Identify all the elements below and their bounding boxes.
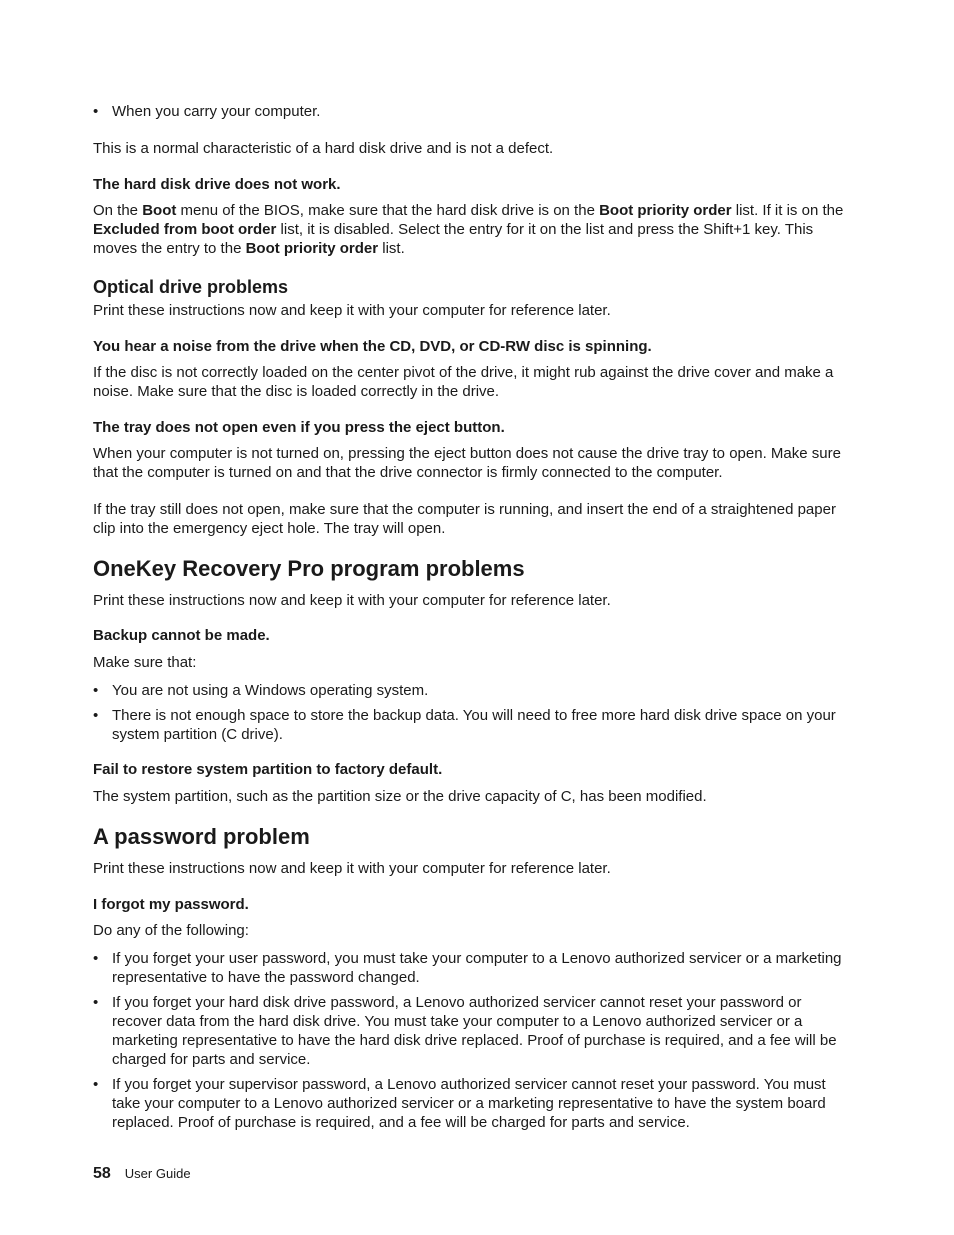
- bold-term: Boot priority order: [245, 240, 379, 257]
- password-list: [93, 949, 853, 1132]
- page-number: 58: [93, 1165, 111, 1182]
- normal-characteristic-text: This is a normal characteristic of a hard disk drive and is not a defect.: [93, 140, 554, 157]
- page-footer: [93, 1165, 191, 1183]
- text-run: list. If it is on the: [731, 202, 844, 219]
- list-item: • If you forget your user password, you must take your computer to a Lenovo authorized servicer or a marketing representative to have the password changed.: [93, 949, 853, 987]
- footer-title: User Guide: [124, 1166, 191, 1181]
- onekey-question-backup: Backup cannot be made.: [93, 627, 270, 644]
- bold-term: Boot priority order: [599, 202, 732, 219]
- onekey-heading: OneKey Recovery Pro program problems: [93, 556, 525, 581]
- hdd-answer: [93, 201, 853, 258]
- text-run: menu of the BIOS, make sure that the hard disk drive is on the: [176, 202, 600, 219]
- password-lead: Do any of the following:: [93, 922, 249, 939]
- list-item: • If you forget your supervisor password, a Lenovo authorized servicer cannot reset your password. You must take your computer to a Lenovo authorized servicer or a marketing representative to have the system board replaced. Proof of purchase is required, and a fee will be charged for parts and service.: [93, 1075, 853, 1132]
- hdd-question: The hard disk drive does not work.: [93, 176, 341, 193]
- list-item: • There is not enough space to store the backup data. You will need to free more hard disk drive space on your system partition (C drive).: [93, 706, 853, 744]
- text-run: list, it is disabled. Select the entry for it on the list and press the Shift+1 key. This moves the entry to the: [93, 221, 814, 257]
- list-item: • If you forget your hard disk drive password, a Lenovo authorized servicer cannot reset your password or recover data from the hard disk drive. You must take your computer to a Lenovo authorized servicer or a marketing representative to have the hard disk drive replaced. Proof of purchase is required, and a fee will be charged for parts and service.: [93, 993, 853, 1069]
- bold-term: Excluded from boot order: [93, 221, 277, 238]
- optical-intro: Print these instructions now and keep it with your computer for reference later.: [93, 302, 611, 319]
- list-item: • When you carry your computer.: [93, 102, 853, 121]
- optical-answer-tray-2: If the tray still does not open, make sure that the computer is running, and insert the end of a straightened paper clip into the emergency eject hole. The tray will open.: [93, 501, 836, 537]
- optical-answer-noise: If the disc is not correctly loaded on the center pivot of the drive, it might rub against the drive cover and make a noise. Make sure that the disc is loaded correctly in the drive.: [93, 364, 834, 400]
- optical-answer-tray: When your computer is not turned on, pressing the eject button does not cause the drive tray to open. Make sure that the computer is turned on and that the drive connector is firmly connected to the computer.: [93, 445, 841, 481]
- onekey-lead: Make sure that:: [93, 654, 197, 671]
- onekey-answer-restore: The system partition, such as the partition size or the drive capacity of C, has been modified.: [93, 788, 707, 805]
- password-intro: Print these instructions now and keep it with your computer for reference later.: [93, 860, 611, 877]
- text-run: list.: [378, 240, 405, 257]
- optical-heading: Optical drive problems: [93, 277, 289, 297]
- text-run: On the: [93, 202, 143, 219]
- password-heading: A password problem: [93, 824, 310, 849]
- optical-question-noise: You hear a noise from the drive when the CD, DVD, or CD-RW disc is spinning.: [93, 338, 652, 355]
- carry-list: [93, 102, 853, 121]
- bold-term: Boot: [142, 202, 177, 219]
- onekey-question-restore: Fail to restore system partition to factory default.: [93, 761, 443, 778]
- password-question: I forgot my password.: [93, 896, 249, 913]
- list-item: • You are not using a Windows operating system.: [93, 681, 853, 700]
- optical-question-tray: The tray does not open even if you press the eject button.: [93, 419, 505, 436]
- onekey-list: [93, 681, 853, 744]
- onekey-intro: Print these instructions now and keep it with your computer for reference later.: [93, 592, 611, 609]
